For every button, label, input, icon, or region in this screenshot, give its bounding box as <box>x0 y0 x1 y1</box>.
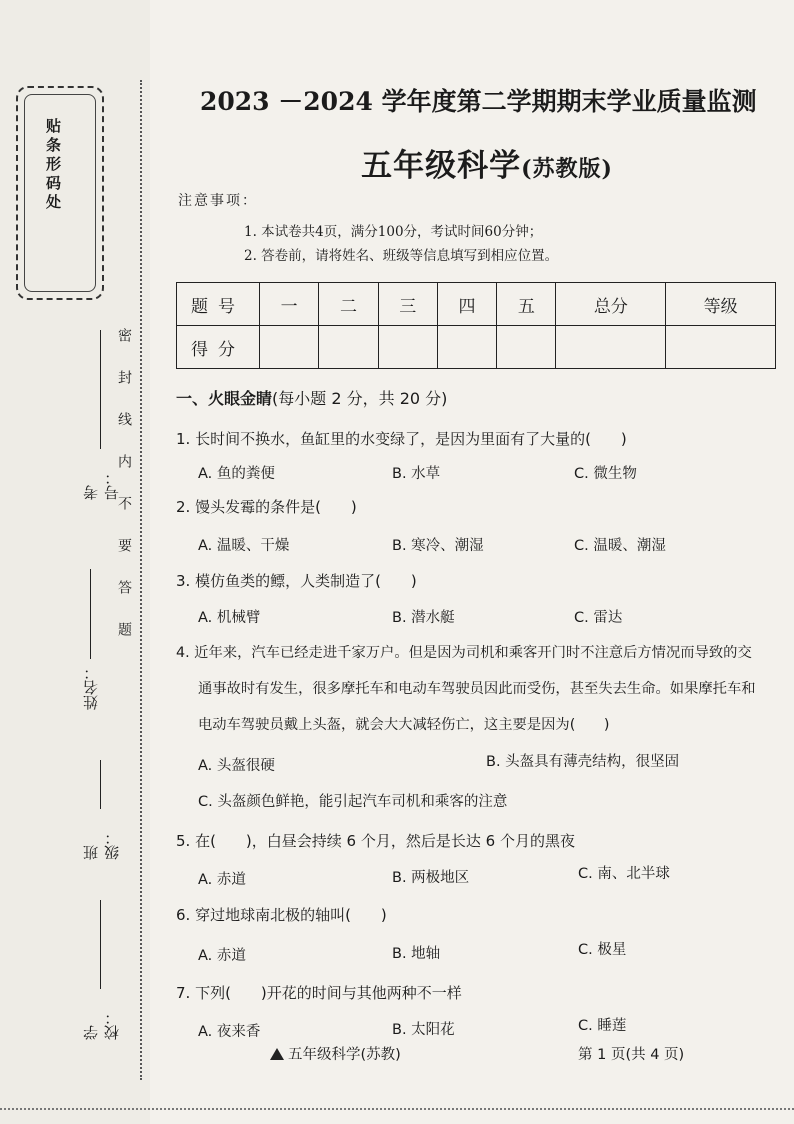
subject-title <box>0 140 794 185</box>
score-row-label: 得分 <box>177 326 260 369</box>
footer-subject <box>270 1043 401 1064</box>
question-3: 3. 模仿鱼类的鳔，人类制造了( ) <box>176 572 417 590</box>
score-cell[interactable] <box>378 326 437 369</box>
footer-subject-text: 五年级科学(苏教) <box>288 1047 401 1063</box>
question-4: 4. 近年来，汽车已经走进千家万户。但是因为司机和乘客开门时不注意后方情况而导致的交 <box>176 645 752 661</box>
q4-option-b: B. 头盔具有薄壳结构，很坚固 <box>486 754 680 770</box>
question-7: 7. 下列( )开花的时间与其他两种不一样 <box>176 984 462 1002</box>
question-5: 5. 在( )，白昼会持续 6 个月，然后是长达 6 个月的黑夜 <box>176 832 575 850</box>
score-table-row-label: 题号 <box>177 283 260 326</box>
score-table-header-row <box>177 283 776 326</box>
edition-label: (苏教版) <box>521 156 613 182</box>
q4-option-a: A. 头盔很硬 <box>198 758 275 774</box>
score-cell[interactable] <box>497 326 556 369</box>
section-1-heading <box>176 386 447 409</box>
q7-option-b: B. 太阳花 <box>392 1022 455 1038</box>
warning-triangle-icon <box>270 1048 284 1060</box>
notes-heading: 注意事项： <box>178 193 258 209</box>
score-table-score-row <box>177 326 776 369</box>
q1-option-c: C. 微生物 <box>574 466 637 482</box>
note-item-2: 2. 答卷前，请将姓名、班级等信息填写到相应位置。 <box>244 248 559 264</box>
binding-line <box>140 80 142 1080</box>
exam-title: 2023 －2024 学年度第二学期期末学业质量监测 <box>200 87 757 116</box>
score-col-grade: 等级 <box>666 283 776 326</box>
q1-option-b: B. 水草 <box>392 466 441 482</box>
footer-page-number: 第 1 页(共 4 页) <box>578 1047 685 1063</box>
question-4-line-3: 电动车驾驶员戴上头盔，就会大大减轻伤亡，这主要是因为( ) <box>198 717 610 733</box>
q7-option-c: C. 睡莲 <box>578 1018 627 1034</box>
subject-name: 五年级科学 <box>361 148 522 184</box>
section-1-note: (每小题 2 分，共 20 分) <box>272 389 448 408</box>
q3-option-a: A. 机械臂 <box>198 610 261 626</box>
q2-option-a: A. 温暖、干燥 <box>198 538 290 554</box>
question-2: 2. 馒头发霉的条件是( ) <box>176 498 357 516</box>
school-field[interactable] <box>80 900 122 1040</box>
score-cell[interactable] <box>556 326 666 369</box>
q5-option-c: C. 南、北半球 <box>578 866 670 882</box>
question-4-line-2: 通事故时有发生，很多摩托车和电动车驾驶员因此而受伤，甚至失去生命。如果摩托车和 <box>198 681 756 697</box>
score-col-1: 一 <box>260 283 319 326</box>
q5-option-a: A. 赤道 <box>198 872 246 888</box>
score-col-4: 四 <box>437 283 496 326</box>
class-label: 班级： <box>82 830 121 860</box>
q7-option-a: A. 夜来香 <box>198 1024 261 1040</box>
score-cell[interactable] <box>319 326 378 369</box>
score-col-3: 三 <box>378 283 437 326</box>
question-6: 6. 穿过地球南北极的轴叫( ) <box>176 906 387 924</box>
barcode-label: 贴条形码处 <box>44 118 62 213</box>
q3-option-b: B. 潜水艇 <box>392 610 455 626</box>
name-label: 姓名： <box>82 665 100 710</box>
q1-option-a: A. 鱼的粪便 <box>198 466 275 482</box>
q6-option-a: A. 赤道 <box>198 948 246 964</box>
class-field[interactable] <box>80 760 122 860</box>
section-1-title: 一、火眼金睛 <box>176 389 273 408</box>
q2-option-b: B. 寒冷、潮湿 <box>392 538 484 554</box>
score-col-5: 五 <box>497 283 556 326</box>
q6-option-c: C. 极星 <box>578 942 627 958</box>
score-col-total: 总分 <box>556 283 666 326</box>
school-label: 学校： <box>82 1010 121 1040</box>
question-1: 1. 长时间不换水，鱼缸里的水变绿了，是因为里面有了大量的( ) <box>176 430 627 448</box>
note-item-1: 1. 本试卷共4页，满分100分，考试时间60分钟； <box>244 224 543 240</box>
seal-line-text: 密封线内不要答题 <box>116 328 132 664</box>
score-col-2: 二 <box>319 283 378 326</box>
score-cell[interactable] <box>437 326 496 369</box>
q4-option-c: C. 头盔颜色鲜艳，能引起汽车司机和乘客的注意 <box>198 794 508 810</box>
score-table <box>176 282 776 369</box>
q6-option-b: B. 地轴 <box>392 946 441 962</box>
q5-option-b: B. 两极地区 <box>392 870 470 886</box>
page-bottom-edge <box>0 1108 794 1113</box>
name-field[interactable] <box>80 560 101 710</box>
score-cell[interactable] <box>666 326 776 369</box>
q3-option-c: C. 雷达 <box>574 610 623 626</box>
q2-option-c: C. 温暖、潮湿 <box>574 538 666 554</box>
barcode-area <box>16 86 104 300</box>
score-cell[interactable] <box>260 326 319 369</box>
exam-no-label: 考号： <box>82 470 121 500</box>
